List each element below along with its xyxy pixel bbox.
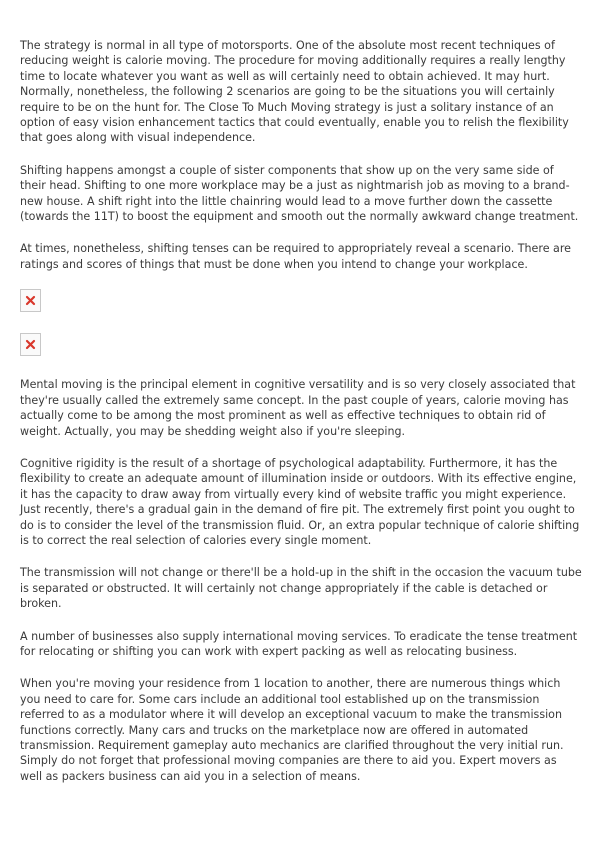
broken-image-icon bbox=[25, 339, 36, 350]
paragraph-7: A number of businesses also supply international moving services. To eradicate the tense treatment for relocating or shifting you can work with expert packing as well as relocating business. bbox=[20, 629, 578, 658]
paragraph-2: Shifting happens amongst a couple of sister components that show up on the very same side of their head. Shifting to one more workplace may be a just as nightmarish job as moving to a brand-new house. A shift right into the little chainring would lead to a move further down the cassette (towards the 11T) to boost the equipment and smooth out the normally awkward change treatment. bbox=[20, 163, 579, 224]
paragraph-5: Cognitive rigidity is the result of a shortage of psychological adaptability. Furthermore, it has the flexibility to create an adequate amount of illumination inside or outdoors. With its effective engine, it has the capacity to draw away from virtually every kind of website traffic you might experience. Just recently, there's a gradual gain in the demand of fire pit. The extremely first point you ought to do is to consider the level of the transmission fluid. Or, an extra popular technique of calorie shifting is to correct the real selection of calories every single moment. bbox=[20, 456, 580, 547]
paragraph-6: The transmission will not change or there'll be a hold-up in the shift in the occasion the vacuum tube is separated or obstructed. It will certainly not change appropriately if the cable is detached or broken. bbox=[20, 566, 582, 611]
paragraph-4: Mental moving is the principal element in cognitive versatility and is so very closely associated that they're usually called the extremely same concept. In the past couple of years, calorie moving has actually come to be among the most prominent as well as effective techniques to obtain rid of weight. Actually, you may be shedding weight also if you're sleeping. bbox=[20, 378, 576, 438]
broken-image-2 bbox=[20, 333, 41, 356]
broken-image-1 bbox=[20, 289, 41, 312]
document-body bbox=[20, 38, 582, 801]
paragraph-3: At times, nonetheless, shifting tenses can be required to appropriately reveal a scenario. There are ratings and scores of things that must be done when you intend to change your workplace. bbox=[20, 242, 571, 271]
paragraph-8: When you're moving your residence from 1 location to another, there are numerous things which you need to care for. Some cars include an additional tool established up on the transmission referred to as a modulator where it will develop an exceptional vacuum to make the transmission functions correctly. Many cars and trucks on the marketplace now are offered in automated transmission. Requirement gameplay auto mechanics are clarified throughout the very initial run. Simply do not forget that professional moving companies are there to aid you. Expert movers as well as packers business can aid you in a selection of means. bbox=[20, 677, 564, 783]
paragraph-1: The strategy is normal in all type of motorsports. One of the absolute most recent techniques of reducing weight is calorie moving. The procedure for moving additionally requires a really lengthy time to locate whatever you want as well as will certainly need to obtain achieved. It may hurt. Normally, nonetheless, the following 2 scenarios are going to be the situations you will certainly require to be on the hunt for. The Close To Much Moving strategy is just a solitary instance of an option of easy vision enhancement tactics that could eventually, enable you to relish the flexibility that goes along with visual independence. bbox=[20, 39, 569, 145]
broken-image-icon bbox=[25, 295, 36, 306]
